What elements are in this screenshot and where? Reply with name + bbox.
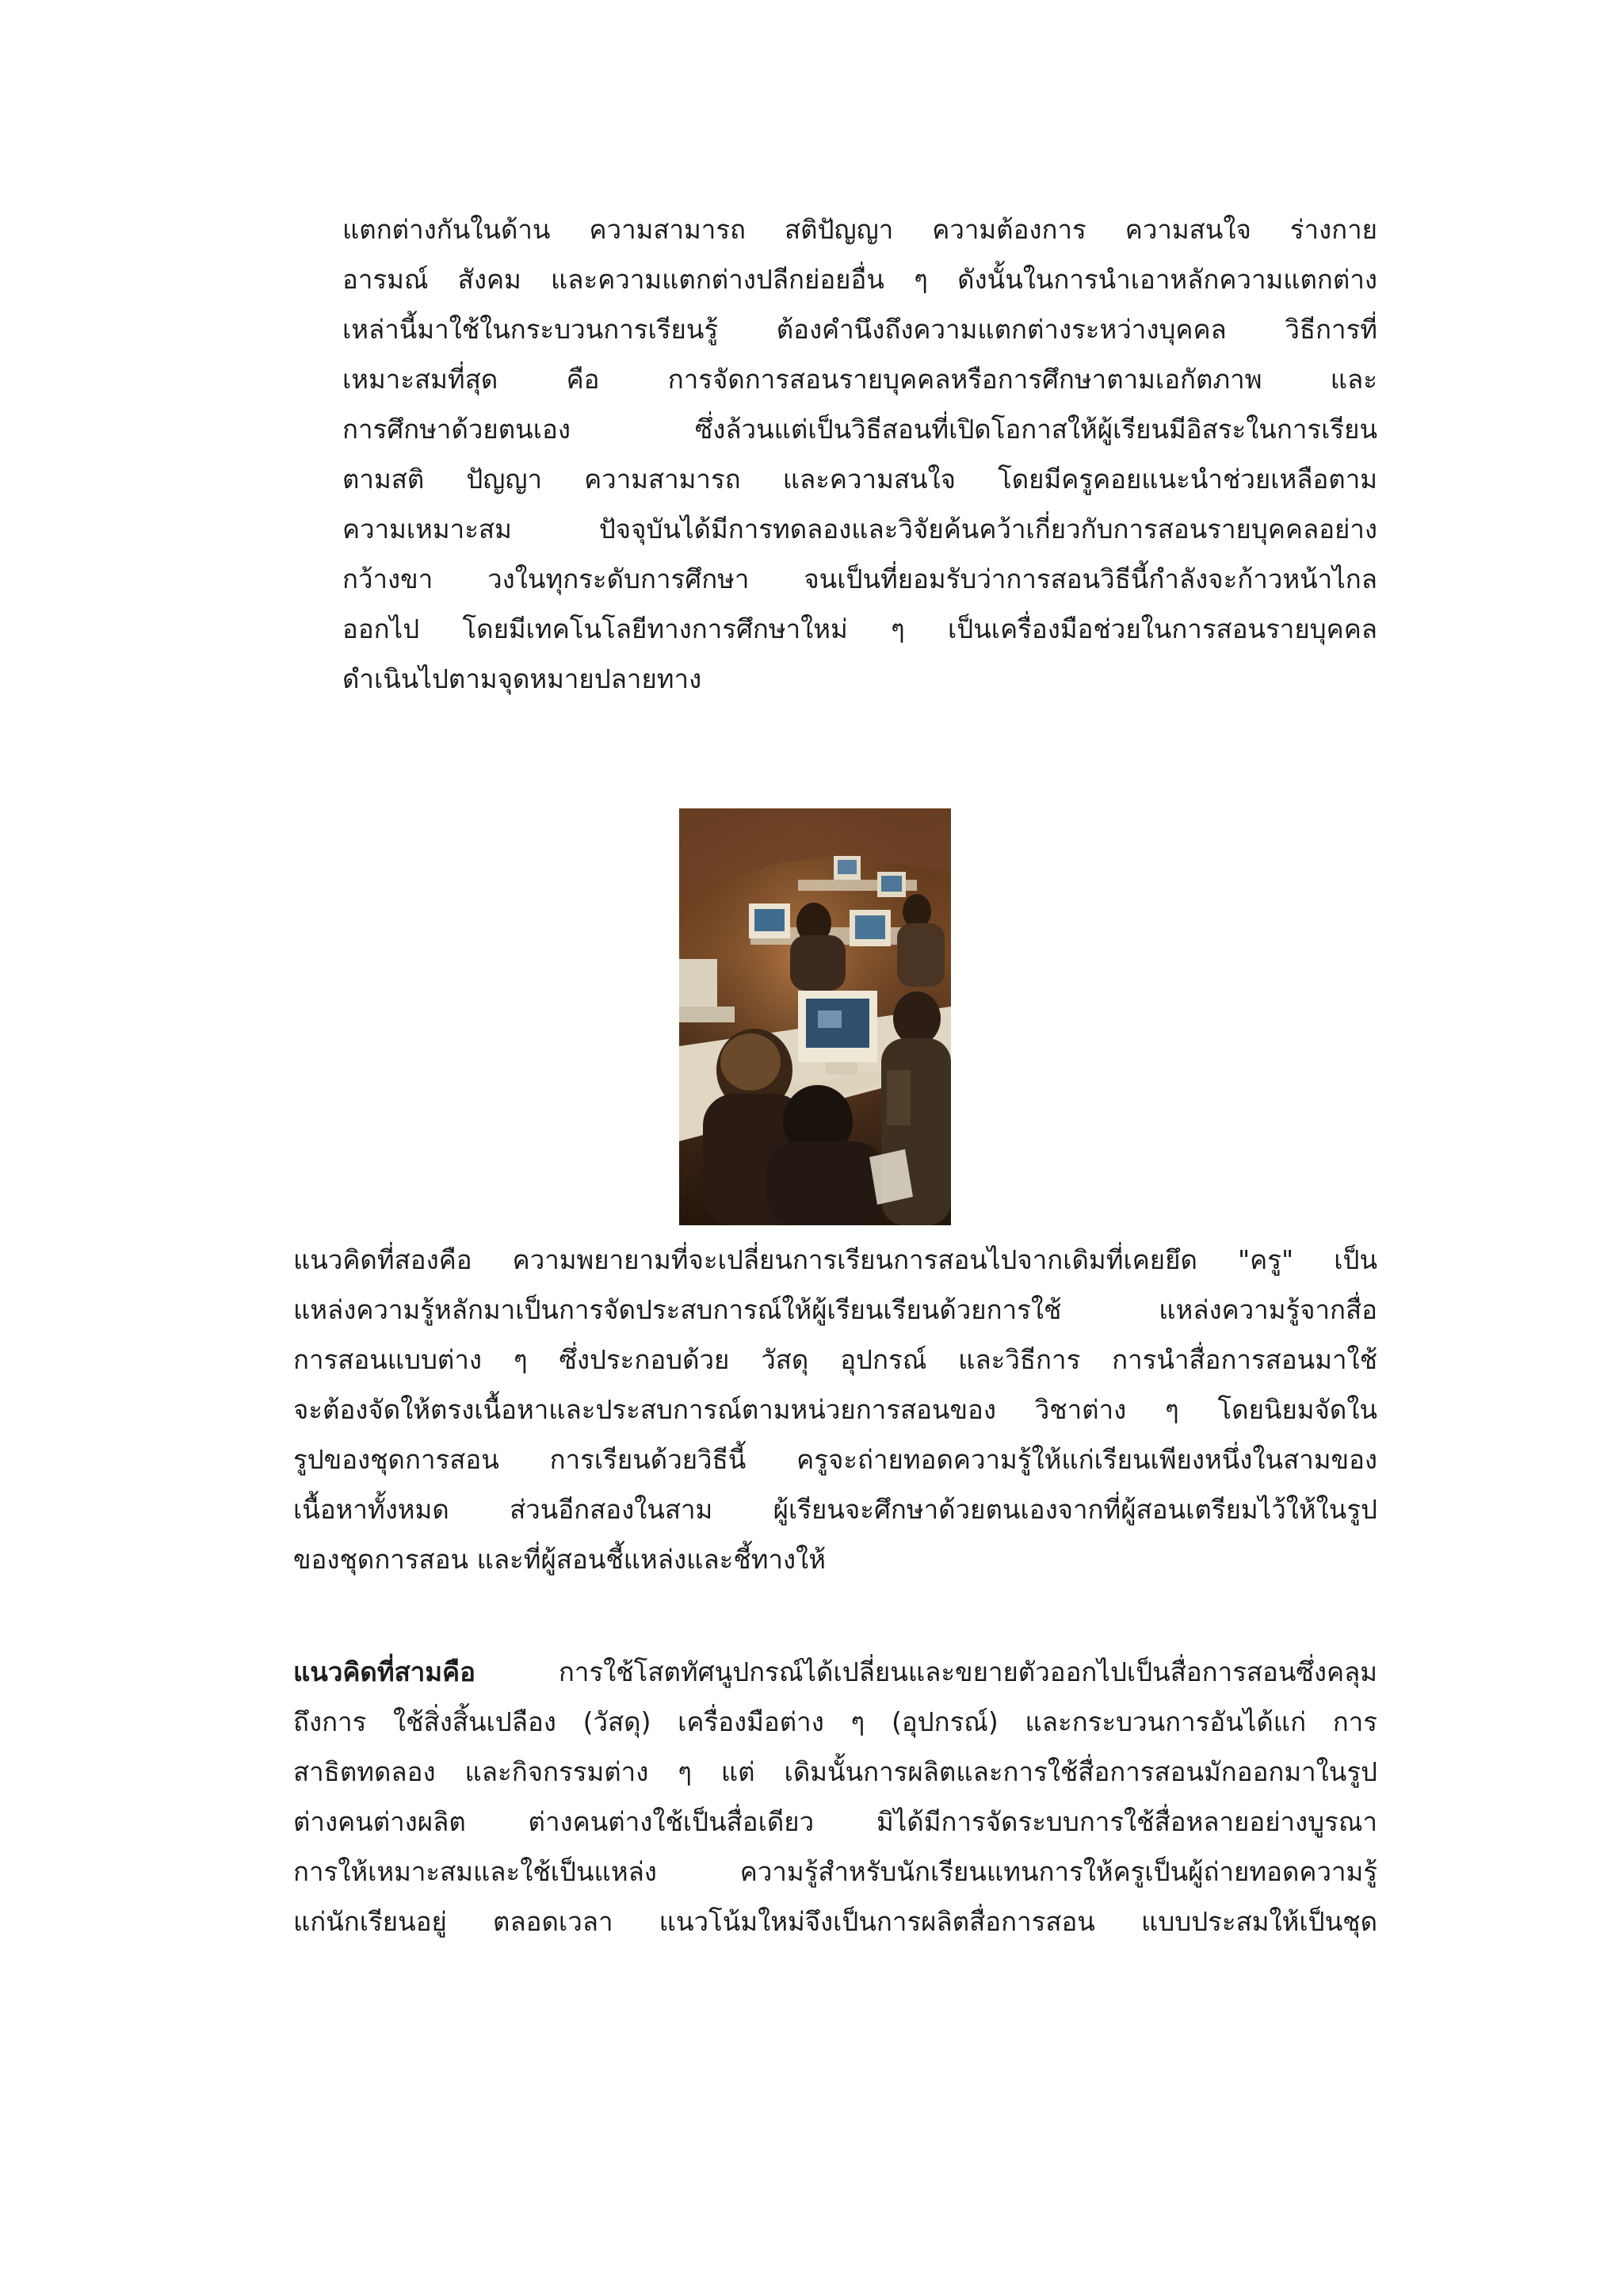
text-line: ความเหมาะสม ปัจจุบันได้มีการทดลองและวิจัยค้นคว้าเกี่ยวกับการสอนรายบุคคลอย่าง xyxy=(342,514,1377,544)
paragraph-lead-heading: แนวคิดที่สามคือ xyxy=(293,1656,475,1687)
text-line: กว้างขา วงในทุกระดับการศึกษา จนเป็นที่ยอมรับว่าการสอนวิธีนี้กำลังจะก้าวหน้าไกล xyxy=(342,563,1377,594)
text-line: แก่นักเรียนอยู่ ตลอดเวลา แนวโน้มใหม่จึงเป็นการผลิตสื่อการสอน แบบประสมให้เป็นชุด xyxy=(293,1906,1377,1937)
text-line: จะต้องจัดให้ตรงเนื้อหาและประสบการณ์ตามหน่วยการสอนของ วิชาต่าง ๆ โดยนิยมจัดใน xyxy=(293,1394,1377,1425)
text-line xyxy=(293,1653,1377,1691)
text-line: เนื้อหาทั้งหมด ส่วนอีกสองในสาม ผู้เรียนจะศึกษาด้วยตนเองจากที่ผู้สอนเตรียมไว้ให้ในรูป xyxy=(293,1494,1377,1525)
text-segment: การใช้โสตทัศนูปกรณ์ได้เปลี่ยนและขยายตัวออกไปเป็นสื่อการสอนซึ่งคลุม xyxy=(558,1656,1377,1687)
text-line: ต่างคนต่างผลิต ต่างคนต่างใช้เป็นสื่อเดียว มิได้มีการจัดระบบการใช้สื่อหลายอย่างบูรณา xyxy=(293,1806,1377,1837)
text-line: การสอนแบบต่าง ๆ ซึ่งประกอบด้วย วัสดุ อุปกรณ์ และวิธีการ การนำสื่อการสอนมาใช้ xyxy=(293,1344,1377,1375)
text-line: เหมาะสมที่สุด คือ การจัดการสอนรายบุคคลหรือการศึกษาตามเอกัตภาพ และ xyxy=(342,364,1377,395)
text-line: ถึงการ ใช้สิ่งสิ้นเปลือง (วัสดุ) เครื่องมือต่าง ๆ (อุปกรณ์) และกระบวนการอันได้แก่ การ xyxy=(293,1706,1377,1737)
text-line: รูปของชุดการสอน การเรียนด้วยวิธีนี้ ครูจะถ่ายทอดความรู้ให้แก่เรียนเพียงหนึ่งในสามของ xyxy=(293,1444,1377,1475)
text-line: ดำเนินไปตามจุดหมายปลายทาง xyxy=(342,663,702,694)
text-line: แตกต่างกันในด้าน ความสามารถ สติปัญญา ความต้องการ ความสนใจ ร่างกาย xyxy=(342,214,1377,245)
text-line: สาธิตทดลอง และกิจกรรมต่าง ๆ แต่ เดิมนั้นการผลิตและการใช้สื่อการสอนมักออกมาในรูป xyxy=(293,1756,1377,1787)
text-line: ออกไป โดยมีเทคโนโลยีทางการศึกษาใหม่ ๆ เป็นเครื่องมือช่วยในการสอนรายบุคคล xyxy=(342,613,1377,644)
text-line: ของชุดการสอน และที่ผู้สอนชี้แหล่งและชี้ทางให้ xyxy=(293,1544,827,1575)
text-line: ตามสติ ปัญญา ความสามารถ และความสนใจ โดยมีครูคอยแนะนำช่วยเหลือตาม xyxy=(342,464,1377,495)
text-line: เหล่านี้มาใช้ในกระบวนการเรียนรู้ ต้องคำนึงถึงความแตกต่างระหว่างบุคคล วิธีการที่ xyxy=(342,314,1377,345)
computer-lab-photo xyxy=(679,808,951,1225)
text-line: การให้เหมาะสมและใช้เป็นแหล่ง ความรู้สำหรับนักเรียนแทนการให้ครูเป็นผู้ถ่ายทอดความรู้ xyxy=(293,1856,1377,1887)
text-line: แนวคิดที่สองคือ ความพยายามที่จะเปลี่ยนการเรียนการสอนไปจากเดิมที่เคยยึด "ครู" เป็น xyxy=(293,1244,1377,1275)
text-line: อารมณ์ สังคม และความแตกต่างปลีกย่อยอื่น ๆ ดังนั้นในการนำเอาหลักความแตกต่าง xyxy=(342,264,1377,295)
text-line: การศึกษาด้วยตนเอง ซึ่งล้วนแต่เป็นวิธีสอนที่เปิดโอกาสให้ผู้เรียนมีอิสระในการเรียน xyxy=(342,414,1377,445)
text-line: แหล่งความรู้หลักมาเป็นการจัดประสบการณ์ให้ผู้เรียนเรียนด้วยการใช้ แหล่งความรู้จากสื่อ xyxy=(293,1294,1377,1325)
